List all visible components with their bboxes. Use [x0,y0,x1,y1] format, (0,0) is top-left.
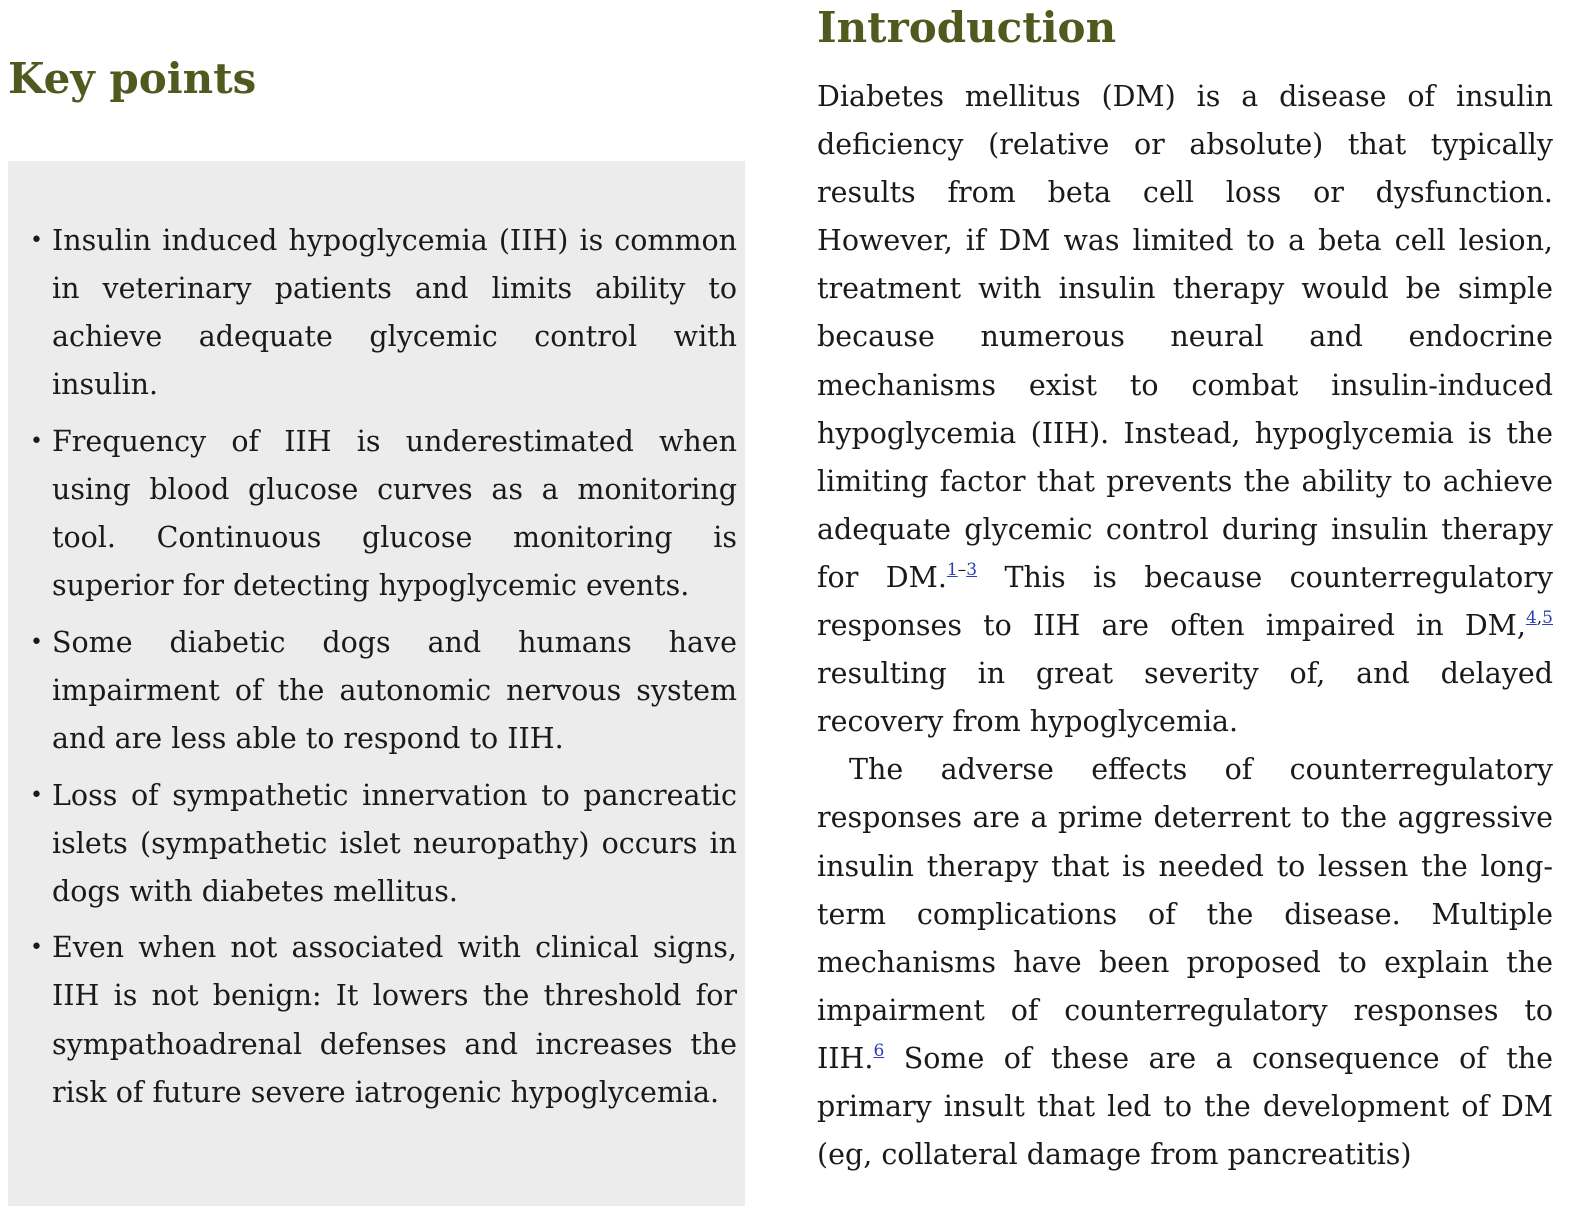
key-point-text: Loss of sympathetic innervation to pancreatic islets (sympathetic islet neuropathy) occurs in dogs with diabetes mellitus. [52,778,737,908]
reference-link-6[interactable]: 6 [873,1040,885,1061]
paragraph-text: Diabetes mellitus (DM) is a disease of insulin deficiency (relative or absolute) that typically results from beta cell loss or dysfunction. However, if DM was limited to a beta cell lesion, treatment with insulin therapy would be simple because numerous neural and endocrine mechanisms exist to combat insulin-induced hypoglycemia (IIH). Instead, hypoglycemia is the limiting factor that prevents the ability to achieve adequate glycemic control during insulin therapy for DM. [817,80,1553,594]
introduction-paragraph-1 [817,73,1553,746]
reference-separator: , [1536,608,1543,629]
paragraph-text: This is because counterregulatory responses to IIH are often impaired in DM, [817,560,1553,643]
introduction-body [817,73,1553,1179]
key-point-text: Insulin induced hypoglycemia (IIH) is common in veterinary patients and limits ability to achieve adequate glycemic control with insulin. [52,224,737,402]
bullet-icon: • [30,629,43,655]
reference-link-5[interactable]: 5 [1542,608,1553,629]
reference-link-3[interactable]: 3 [966,559,978,580]
key-point-text: Even when not associated with clinical signs, IIH is not benign: It lowers the threshold for sympathoadrenal defenses and increases the risk of future severe iatrogenic hypoglycemia. [52,931,737,1109]
key-point-item [30,772,737,916]
paragraph-text: resulting in great severity of, and delayed recovery from hypoglycemia. [817,657,1553,739]
key-point-item [30,217,737,409]
introduction-heading: Introduction [817,3,1117,52]
bullet-icon: • [30,935,43,961]
key-point-item [30,619,737,763]
bullet-icon: • [30,228,43,253]
key-points-heading: Key points [8,54,257,103]
reference-link-1[interactable]: 1 [946,559,958,580]
paragraph-text: The adverse effects of counterregulatory responses are a prime deterrent to the aggressive insulin therapy that is needed to lessen the long-term complications of the disease. Multiple mechanisms have been proposed to explain the impairment of counterregulatory responses to IIH. [817,753,1553,1075]
key-point-item [30,418,737,610]
key-point-item [30,924,737,1116]
key-points-list [30,217,737,1117]
introduction-paragraph-2 [817,746,1553,1179]
key-points-box [8,161,745,1206]
reference-link-4[interactable]: 4 [1525,608,1537,629]
paragraph-text: Some of these are a consequence of the primary insult that led to the development of DM (eg, collateral damage from pancreatitis) [817,1041,1553,1172]
bullet-icon: • [30,782,43,808]
bullet-icon: • [30,428,43,454]
key-point-text: Frequency of IIH is underestimated when using blood glucose curves as a monitoring tool. Continuous glucose monitoring is superior for detecting hypoglycemic events. [52,424,737,603]
key-point-text: Some diabetic dogs and humans have impairment of the autonomic nervous system and are less able to respond to IIH. [52,625,737,755]
reference-range-dash: – [957,559,967,580]
